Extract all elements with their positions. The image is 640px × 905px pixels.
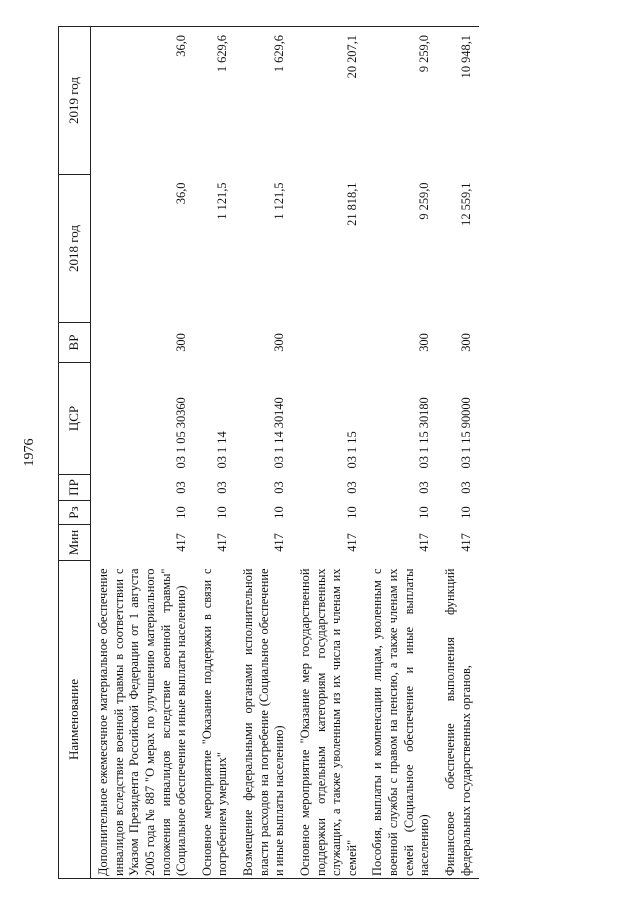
row-2018: 9 259,0	[417, 182, 432, 220]
row-min: 417	[272, 533, 287, 552]
row-vr	[293, 323, 366, 363]
row-pr: 03	[272, 481, 287, 494]
row-min: 417	[174, 533, 189, 552]
table-row	[365, 27, 438, 879]
header-name: Наименование	[59, 561, 91, 879]
row-csr: 03 1 15 30180	[417, 397, 432, 469]
row-pr: 03	[417, 481, 432, 494]
row-name: Финансовое обеспечение выполнения функций федеральных государственных органов,	[438, 561, 479, 879]
row-rz: 10	[458, 506, 473, 519]
page-number: 1976	[22, 438, 37, 467]
row-name: Дополнительное ежемесячное материальное обеспечение инвалидов вследствие военной травмы в соответствии с Указом Президента Российской Федерации от 1 августа 2005 года № 887 "О мерах по улучшению материального положения инвалидов вследствие военной травмы" (Социальное обеспечение и иные выплаты населению)	[91, 561, 195, 879]
header-pr: ПР	[59, 475, 91, 501]
row-min: 417	[417, 533, 432, 552]
row-2019: 10 948,1	[438, 27, 479, 175]
budget-table	[58, 26, 479, 879]
row-pr: 03	[215, 481, 230, 494]
row-2018: 36,0	[174, 182, 189, 205]
row-2018: 1 121,5	[272, 182, 287, 220]
header-rz: Рз	[59, 501, 91, 525]
row-name: Возмещение федеральными органами исполнительной власти расходов на погребение (Социальное обеспечение и иные выплаты населению)	[236, 561, 293, 879]
row-vr	[195, 323, 236, 363]
header-2019: 2019 год	[59, 27, 91, 175]
row-csr: 03 1 05 30360	[174, 397, 189, 469]
table-row	[293, 27, 366, 879]
header-vr: ВР	[59, 323, 91, 363]
row-2019: 9 259,0	[365, 27, 438, 175]
row-pr: 03	[174, 481, 189, 494]
table-row	[195, 27, 236, 879]
row-rz: 10	[174, 506, 189, 519]
table-row	[438, 27, 479, 879]
row-csr: 03 1 14	[215, 431, 230, 469]
row-csr: 03 1 15	[344, 431, 359, 469]
header-2018: 2018 год	[59, 175, 91, 323]
row-rz: 10	[417, 506, 432, 519]
row-min: 417	[215, 533, 230, 552]
row-pr: 03	[344, 481, 359, 494]
row-rz: 10	[272, 506, 287, 519]
row-2019: 1 629,6	[195, 27, 236, 175]
row-min: 417	[458, 533, 473, 552]
row-2018: 12 559,1	[458, 182, 473, 226]
row-vr: 300	[272, 333, 287, 352]
row-vr: 300	[458, 333, 473, 352]
header-min: Мин	[59, 525, 91, 561]
header-csr: ЦСР	[59, 363, 91, 475]
row-2018: 1 121,5	[215, 182, 230, 220]
row-rz: 10	[344, 506, 359, 519]
row-2019: 1 629,6	[236, 27, 293, 175]
row-min: 417	[344, 533, 359, 552]
row-vr: 300	[417, 333, 432, 352]
table-header-row	[59, 27, 91, 879]
row-name: Основное мероприятие "Оказание мер государственной поддержки отдельным категориям государственных служащих, а также уволенным из их числа и членам их семей"	[293, 561, 366, 879]
row-2019: 36,0	[91, 27, 195, 175]
table-row	[236, 27, 293, 879]
table-row	[91, 27, 195, 879]
row-pr: 03	[458, 481, 473, 494]
row-2018: 21 818,1	[344, 182, 359, 226]
row-csr: 03 1 15 90000	[458, 397, 473, 469]
row-name: Пособия, выплаты и компенсации лицам, уволенным с военной службы с правом на пенсию, а также членам их семей (Социальное обеспечение и иные выплаты населению)	[365, 561, 438, 879]
row-2019: 20 207,1	[293, 27, 366, 175]
row-vr: 300	[174, 333, 189, 352]
row-name: Основное мероприятие "Оказание поддержки в связи с погребением умерших"	[195, 561, 236, 879]
row-csr: 03 1 14 30140	[272, 397, 287, 469]
row-rz: 10	[215, 506, 230, 519]
